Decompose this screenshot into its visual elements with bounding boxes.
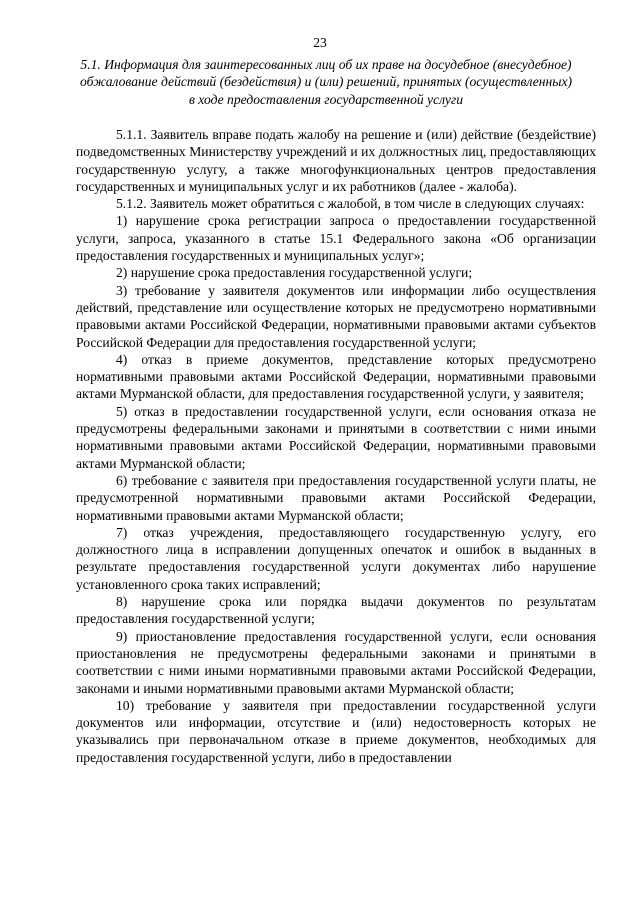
paragraph-5-1-2: 5.1.2. Заявитель может обратиться с жалобой, в том числе в следующих случаях: [116,196,585,212]
page-number: 23 [313,35,327,50]
list-item-1: 1) нарушение срока регистрации запроса о предоставлении государственной услуги, запроса, указанного в статье 15.1 Федерального закона «Об организации предоставления государственных и муниципальных услуг»; [76,213,596,264]
list-item-9: 9) приостановление предоставления государственной услуги, если основания приостановления не предусмотрены федеральными законами и принятыми в соответствии с ними иными нормативными правовыми актами Российской Федерации, законами и иными нормативными правовыми актами Мурманской области; [76,628,596,696]
list-item-3: 3) требование у заявителя документов или информации либо осуществления действий, представление или осуществление которых не предусмотрено нормативными правовыми актами Российской Федерации, нормативными правовыми актами субъектов Российской Федерации для предоставления государственной услуги; [76,282,596,350]
list-item-8: 8) нарушение срока или порядка выдачи документов по результатам предоставления государственной услуги; [76,594,596,627]
list-item-6: 6) требование с заявителя при предоставления государственной услуги платы, не предусмотренной нормативными правовыми актами Российской Федерации, нормативными правовыми актами Мурманской области; [76,472,596,523]
list-item-10: 10) требование у заявителя при предоставлении государственной услуги документов или информации, отсутствие и (или) недостоверность которых не указывались при первоначальном отказе в приеме документов, необходимых для предоставления государственной услуги, либо в предоставлении [76,697,596,765]
list-item-5: 5) отказ в предоставлении государственной услуги, если основания отказа не предусмотрены федеральными законами и принятыми в соответствии с ними иными нормативными правовыми актами Российской Федерации, нормативными правовыми актами Мурманской области; [76,403,596,471]
section-title: 5.1. Информация для заинтересованных лиц об их праве на досудебное (внесудебное) обжалование действий (бездействия) и (или) решений, принятых (осуществленных) в ходе предоставления государственной услуги [79,57,573,107]
list-item-2: 2) нарушение срока предоставления государственной услуги; [116,265,473,281]
document-body [76,126,596,766]
list-item-4: 4) отказ в приеме документов, представление которых предусмотрено нормативными правовыми актами Российской Федерации, нормативными правовыми актами Мурманской области, для предоставления государственной услуги, у заявителя; [76,351,596,402]
paragraph-5-1-1: 5.1.1. Заявитель вправе подать жалобу на решение и (или) действие (бездействие) подведомственных Министерству учреждений и их должностных лиц, предоставляющих государственную услугу, а также многофункциональных центров предоставления государственных и муниципальных услуг и их работников (далее - жалоба). [76,127,596,194]
list-item-7: 7) отказ учреждения, предоставляющего государственную услугу, его должностного лица в исправлении допущенных опечаток и ошибок в выданных в результате предоставления государственной услуги документах либо нарушение установленного срока таких исправлений; [76,524,596,592]
